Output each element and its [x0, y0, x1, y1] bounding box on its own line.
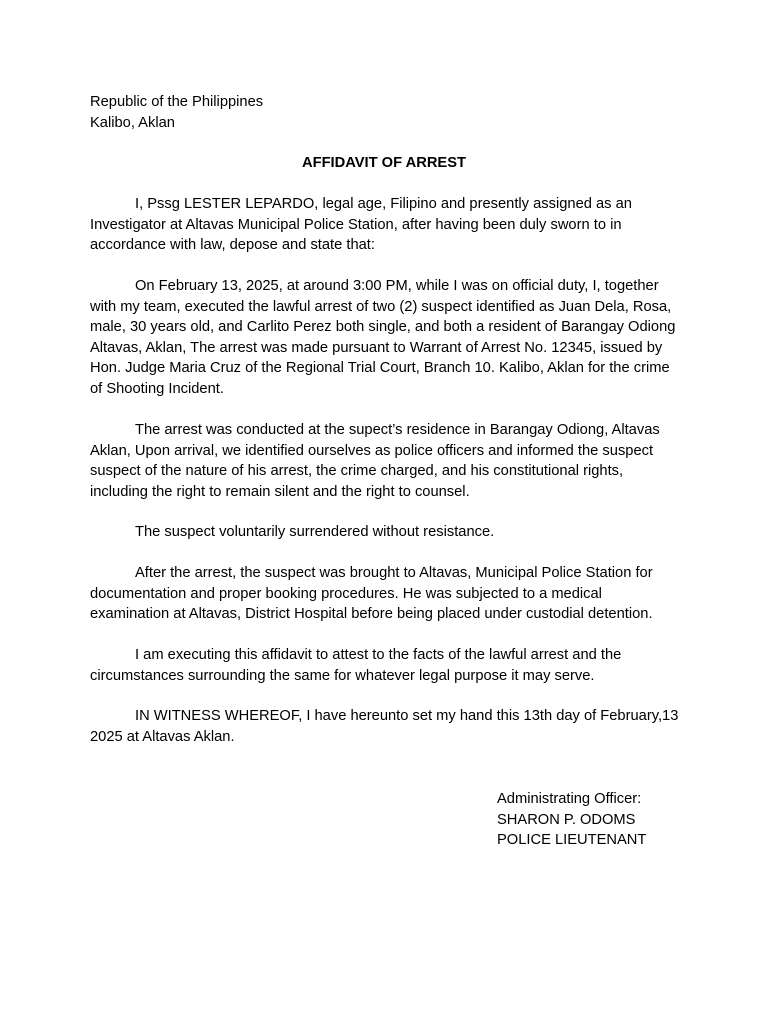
- paragraph-affiant-statement: [90, 194, 685, 256]
- document-title: AFFIDAVIT OF ARREST: [302, 155, 466, 171]
- paragraph-text: IN WITNESS WHEREOF, I have hereunto set my hand this 13th day of February,13 2025 at Altavas Aklan.: [90, 708, 679, 745]
- paragraph-purpose: [90, 645, 685, 686]
- paragraph-text: I, Pssg LESTER LEPARDO, legal age, Filipino and presently assigned as an Investigator at Altavas Municipal Police Station, after having been duly sworn to in accordance with law, depose and state that:: [90, 196, 632, 254]
- document-header: [90, 92, 263, 133]
- signature-label: Administrating Officer:: [497, 791, 642, 807]
- signature-rank: POLICE LIEUTENANT: [497, 832, 647, 849]
- paragraph-text: After the arrest, the suspect was brought to Altavas, Municipal Police Station for documentation and proper booking procedures. He was subjected to a medical examination at Altavas, District Hospital before being placed under custodial detention.: [90, 565, 653, 623]
- paragraph-arrest-conduct: [90, 420, 685, 502]
- paragraph-text: The arrest was conducted at the supect’s residence in Barangay Odiong, Altavas Aklan, Upon arrival, we identified ourselves as police officers and informed the suspect suspect of the nature of his arrest, the crime charged, and his constitutional rights, including the right to remain silent and the right to counsel.: [90, 422, 660, 500]
- paragraph-witness-whereof: [90, 706, 685, 747]
- paragraph-text: On February 13, 2025, at around 3:00 PM, while I was on official duty, I, together with my team, executed the lawful arrest of two (2) suspect identified as Juan Dela, Rosa, male, 30 years old, and Carlito Perez both single, and both a resident of Barangay Odiong Altavas, Aklan, The arrest was made pursuant to Warrant of Arrest No. 12345, issued by Hon. Judge Maria Cruz of the Regional Trial Court, Branch 10. Kalibo, Aklan for the crime of Shooting Incident.: [90, 278, 676, 397]
- paragraph-text: I am executing this affidavit to attest to the facts of the lawful arrest and the circumstances surrounding the same for whatever legal purpose it may serve.: [90, 647, 622, 684]
- header-country: Republic of the Philippines: [90, 94, 264, 110]
- signature-name: SHARON P. ODOMS: [497, 811, 636, 828]
- header-location: Kalibo, Aklan: [90, 114, 175, 131]
- paragraph-arrest-details: [90, 276, 685, 400]
- paragraph-surrender: [90, 522, 685, 543]
- signature-block: [497, 789, 646, 851]
- paragraph-post-arrest: [90, 563, 685, 625]
- paragraph-text: The suspect voluntarily surrendered without resistance.: [135, 524, 495, 540]
